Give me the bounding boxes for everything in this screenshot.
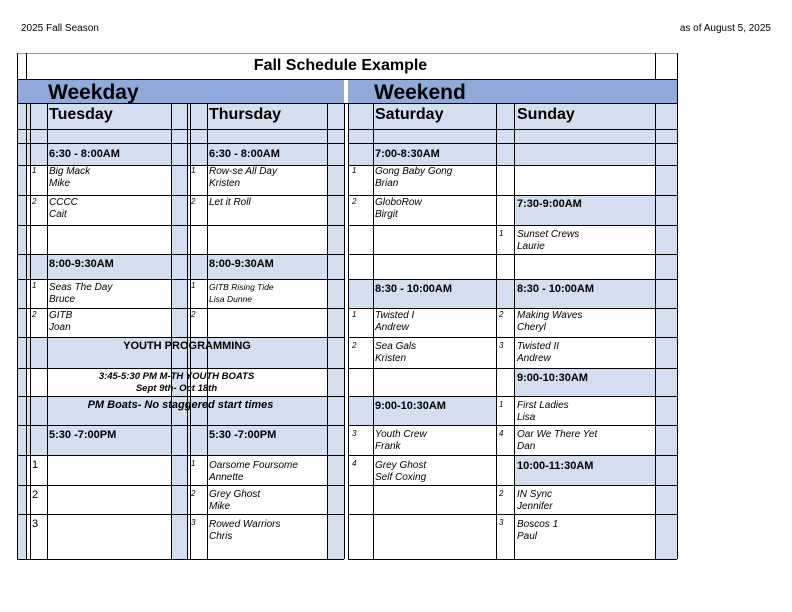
header-season: 2025 Fall Season (21, 23, 99, 34)
grid-line (17, 103, 18, 559)
grid-line (348, 308, 677, 309)
crew-name: GloboRow (375, 197, 422, 208)
grid-line (17, 254, 344, 255)
grid-line (373, 103, 374, 559)
slot-number: 2 (191, 197, 196, 206)
grid-line (348, 485, 677, 486)
coach-name: Brian (375, 178, 399, 189)
slot-number: 1 (32, 459, 39, 471)
grid-line (348, 225, 677, 226)
coach-name: Dan (517, 441, 536, 452)
coach-name: Joan (49, 322, 71, 333)
coach-name: Laurie (517, 241, 545, 252)
grid-line (348, 425, 677, 426)
grid-line (26, 103, 27, 559)
crew-name: Sea Gals (375, 341, 417, 352)
grid-line (17, 279, 344, 280)
slot-number: 1 (499, 229, 504, 238)
slot-number: 2 (499, 310, 504, 319)
grid-line (348, 103, 349, 559)
grid-line (348, 279, 677, 280)
grid-line (655, 103, 656, 559)
grid-line (47, 103, 48, 559)
coach-name: Lisa Dunne (209, 294, 253, 304)
crew-name: Twisted I (375, 310, 415, 321)
slot-number: 2 (32, 489, 39, 501)
slot-number: 3 (191, 518, 196, 527)
tue-time-2: 8:00-9:30AM (49, 258, 114, 270)
tue-time-3: 5:30 -7:00PM (49, 429, 117, 441)
grid-line (17, 53, 18, 103)
slot-number: 1 (352, 166, 357, 175)
slot-number: 3 (499, 341, 504, 350)
crew-name: Gong Baby Gong (375, 166, 453, 177)
crew-name: Oar We There Yet (517, 429, 598, 440)
day-sunday: Sunday (517, 106, 575, 123)
grid-line (348, 514, 677, 515)
grid-line (348, 254, 677, 255)
coach-name: Self Coxing (375, 472, 427, 483)
slot-number: 1 (191, 166, 196, 175)
coach-name: Kristen (375, 353, 407, 364)
coach-name: Chris (209, 531, 233, 542)
grid-line (344, 103, 345, 559)
grid-line (17, 514, 344, 515)
weekday-label: Weekday (48, 81, 139, 104)
grid-line (187, 103, 188, 559)
slot-number: 1 (191, 281, 196, 290)
slot-number: 2 (352, 341, 357, 350)
sun-time-4: 10:00-11:30AM (517, 460, 594, 472)
coach-name: Cait (49, 209, 67, 220)
coach-name: Birgit (375, 209, 398, 220)
crew-name: Big Mack (49, 166, 91, 177)
coach-name: Mike (209, 501, 231, 512)
sun-time-3: 9:00-10:30AM (517, 372, 588, 384)
crew-name: Grey Ghost (375, 460, 427, 471)
pm-boats-note: PM Boats- No staggered start times (87, 399, 274, 411)
slot-number: 2 (191, 310, 196, 319)
crew-name: Seas The Day (49, 282, 113, 293)
slot-number: 2 (191, 489, 196, 498)
coach-name: Jennifer (517, 501, 553, 512)
grid-line (207, 103, 208, 559)
slot-number: 1 (352, 310, 357, 319)
coach-name: Frank (375, 441, 401, 452)
grid-line (514, 103, 515, 559)
crew-name: GITB (49, 310, 73, 321)
slot-number: 2 (32, 310, 37, 319)
coach-name: Kristen (209, 178, 241, 189)
coach-name: Cheryl (517, 322, 546, 333)
grid-line (348, 559, 677, 560)
crew-name: Youth Crew (375, 429, 427, 440)
slot-number: 4 (352, 459, 357, 468)
crew-name: IN Sync (517, 489, 553, 500)
crew-name: Making Waves (517, 310, 583, 321)
slot-number: 3 (352, 429, 357, 438)
grid-line (17, 425, 344, 426)
slot-number: 4 (499, 429, 504, 438)
thu-time-3: 5:30 -7:00PM (209, 429, 277, 441)
grid-line (348, 195, 677, 196)
crew-name: First Ladies (517, 400, 569, 411)
crew-name: Sunset Crews (517, 229, 580, 240)
grid-line (348, 396, 677, 397)
header-as-of: as of August 5, 2025 (679, 23, 771, 34)
crew-name: GITB Rising Tide (209, 282, 274, 292)
grid-line (30, 103, 31, 559)
grid-line (17, 129, 344, 130)
sat-time-3: 9:00-10:30AM (375, 400, 446, 412)
grid-line (17, 368, 344, 369)
grid-line (348, 455, 677, 456)
youth-line-2: Sept 9th- Oct 18th (135, 383, 218, 394)
day-thursday: Thursday (209, 106, 282, 123)
slot-number: 3 (32, 518, 39, 530)
grid-line (655, 53, 656, 79)
sat-time-2: 8:30 - 10:00AM (375, 283, 453, 295)
grid-line (348, 129, 677, 130)
crew-name: Boscos 1 (517, 519, 559, 530)
coach-name: Andrew (375, 322, 409, 333)
sun-time-2: 8:30 - 10:00AM (517, 283, 595, 295)
coach-name: Mike (49, 178, 71, 189)
grid-line (348, 368, 677, 369)
thu-time-1: 6:30 - 8:00AM (209, 148, 280, 160)
grid-line (17, 396, 344, 397)
coach-name: Andrew (517, 353, 551, 364)
grid-line (677, 53, 678, 559)
shaded-cell (17, 143, 26, 559)
slot-number: 2 (32, 197, 37, 206)
slot-number: 1 (32, 281, 37, 290)
grid-line (348, 143, 677, 144)
crew-name: Grey Ghost (209, 489, 261, 500)
crew-name: Let it Roll (209, 197, 251, 208)
grid-line (17, 143, 344, 144)
thu-time-2: 8:00-9:30AM (209, 258, 274, 270)
slot-number: 1 (191, 459, 196, 468)
sun-time-1: 7:30-9:00AM (517, 198, 582, 210)
coach-name: Annette (209, 472, 244, 483)
coach-name: Lisa (517, 412, 536, 423)
day-saturday: Saturday (375, 106, 444, 123)
page-title: Fall Schedule Example (253, 57, 428, 74)
day-tuesday: Tuesday (49, 106, 113, 123)
slot-number: 2 (352, 197, 357, 206)
grid-line (17, 225, 344, 226)
sat-time-1: 7:00-8:30AM (375, 148, 440, 160)
youth-line-1: 3:45-5:30 PM M-TH YOUTH BOATS (98, 371, 255, 382)
grid-line (17, 308, 344, 309)
slot-number: 1 (32, 166, 37, 175)
shaded-cell (655, 103, 677, 559)
slot-number: 1 (499, 400, 504, 409)
coach-name: Paul (517, 531, 538, 542)
weekend-label: Weekend (374, 81, 466, 104)
grid-line (17, 195, 344, 196)
crew-name: Twisted II (517, 341, 560, 352)
coach-name: Bruce (49, 294, 76, 305)
grid-line (348, 337, 677, 338)
crew-name: Row-se All Day (209, 166, 277, 177)
grid-line (17, 559, 344, 560)
slot-number: 3 (499, 518, 504, 527)
grid-line (17, 455, 344, 456)
tue-time-1: 6:30 - 8:00AM (49, 148, 120, 160)
youth-programming-label: YOUTH PROGRAMMING (123, 340, 251, 352)
crew-name: Oarsome Foursome (209, 460, 298, 471)
grid-line (17, 337, 344, 338)
grid-line (17, 485, 344, 486)
crew-name: Rowed Warriors (209, 519, 281, 530)
slot-number: 2 (499, 489, 504, 498)
crew-name: CCCC (49, 197, 78, 208)
